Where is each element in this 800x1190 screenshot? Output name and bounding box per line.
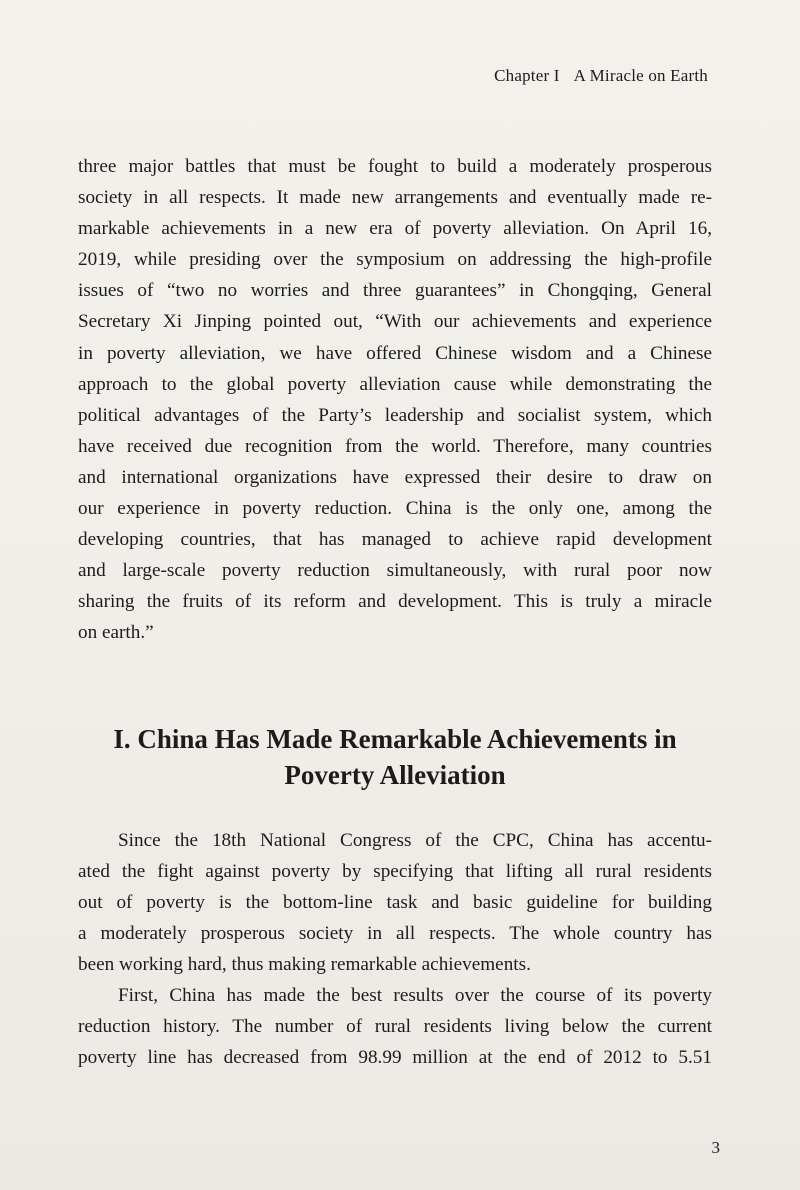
running-header xyxy=(494,66,708,86)
paragraph-line: developing countries, that has managed to achieve rapid development xyxy=(78,529,712,551)
header-chapter: Chapter I xyxy=(494,66,560,85)
paragraph-line: markable achievements in a new era of poverty alleviation. On April 16, xyxy=(78,218,712,240)
paragraph-line: in poverty alleviation, we have offered Chinese wisdom and a Chinese xyxy=(78,342,712,364)
paragraph-line: been working hard, thus making remarkable achievements. xyxy=(78,954,531,976)
paragraph-line: First, China has made the best results over the course of its poverty xyxy=(118,985,712,1006)
header-title: A Miracle on Earth xyxy=(573,66,708,85)
paragraph-line: out of poverty is the bottom-line task and basic guideline for building xyxy=(78,892,712,914)
section-heading-line-1: I. China Has Made Remarkable Achievements in xyxy=(113,724,677,754)
section-heading xyxy=(78,721,712,793)
section-heading-line-2: Poverty Alleviation xyxy=(284,760,506,790)
paragraph-line: Secretary Xi Jinping pointed out, “With our achievements and experience xyxy=(78,311,712,333)
paragraph-1 xyxy=(78,151,712,649)
paragraph-line: approach to the global poverty alleviation cause while demonstrating the xyxy=(78,373,712,395)
paragraph-3 xyxy=(78,980,712,1073)
paragraph-line: issues of “two no worries and three guarantees” in Chongqing, General xyxy=(78,280,712,302)
paragraph-line: sharing the fruits of its reform and development. This is truly a miracle xyxy=(78,591,712,613)
paragraph-line: our experience in poverty reduction. China is the only one, among the xyxy=(78,498,712,520)
paragraph-line: society in all respects. It made new arrangements and eventually made re- xyxy=(78,187,712,209)
paragraph-line: reduction history. The number of rural residents living below the current xyxy=(78,1016,712,1038)
paragraph-line: have received due recognition from the world. Therefore, many countries xyxy=(78,435,712,457)
paragraph-line: and international organizations have expressed their desire to draw on xyxy=(78,466,712,488)
paragraph-line: and large-scale poverty reduction simultaneously, with rural poor now xyxy=(78,560,712,582)
paragraph-line: three major battles that must be fought to build a moderately prosperous xyxy=(78,156,712,177)
paragraph-line: on earth.” xyxy=(78,622,154,644)
paragraph-line: 2019, while presiding over the symposium on addressing the high-profile xyxy=(78,249,712,271)
page-number: 3 xyxy=(711,1138,720,1157)
paragraph-line: a moderately prosperous society in all respects. The whole country has xyxy=(78,923,712,945)
paragraph-2 xyxy=(78,825,712,980)
paragraph-line: political advantages of the Party’s leadership and socialist system, which xyxy=(78,404,712,426)
paragraph-line: poverty line has decreased from 98.99 million at the end of 2012 to 5.51 xyxy=(78,1047,712,1069)
paragraph-line: Since the 18th National Congress of the CPC, China has accentu- xyxy=(118,830,712,851)
paragraph-line: ated the fight against poverty by specifying that lifting all rural residents xyxy=(78,861,712,883)
